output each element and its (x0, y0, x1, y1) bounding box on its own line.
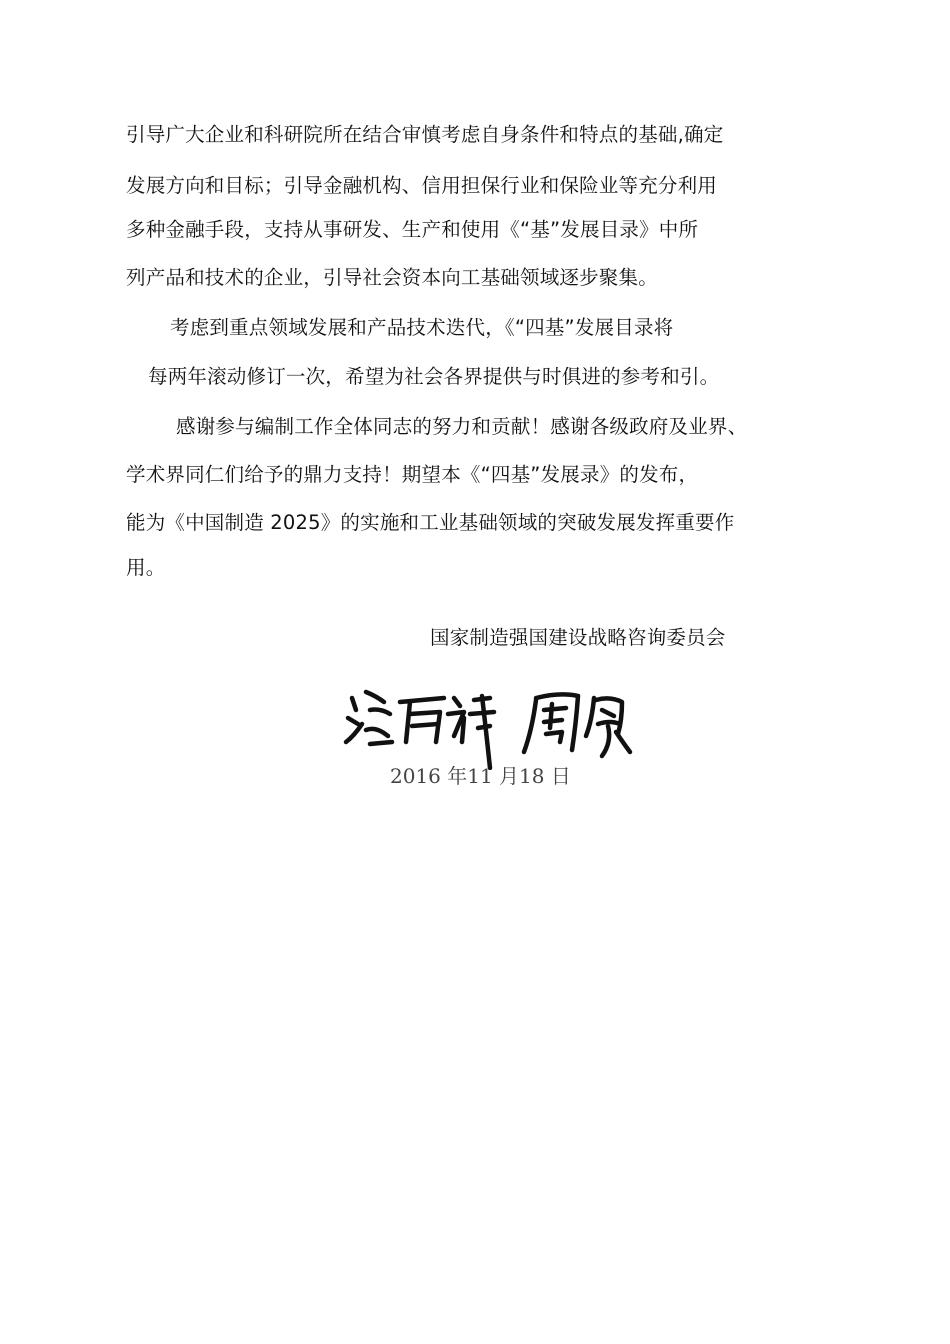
signature-1 (346, 692, 494, 768)
paragraph-1-line-1: 引导广大企业和科研院所在结合审慎考虑自身条件和特点的基础,确定 (126, 123, 724, 146)
paragraph-1-line-3: 多种金融手段，支持从事研发、生产和使用《“基”发展目录》中所 (126, 218, 699, 241)
sign-date: 2016 年11 月18 日 (390, 764, 571, 788)
paragraph-2-line-2: 每两年滚动修订一次，希望为社会各界提供与时俱进的参考和引。 (148, 365, 720, 388)
paragraph-2-line-1: 考虑到重点领域发展和产品技术迭代，《“四基”发展目录将 (170, 316, 674, 339)
paragraph-3-line-4: 用。 (126, 556, 166, 579)
paragraph-3-line-1: 感谢参与编制工作全体同志的努力和贡献！感谢各级政府及业界、 (176, 415, 748, 438)
paragraph-1-line-2: 发展方向和目标；引导金融机构、信用担保行业和保险业等充分利用 (126, 174, 718, 197)
signature-2 (524, 694, 630, 756)
paragraph-3-line-3: 能为《中国制造 2025》的实施和工业基础领域的突破发展发挥重要作 (126, 511, 735, 534)
paragraph-3-line-2: 学术界同仁们给予的鼎力支持！期望本《“四基”发展录》的发布， (126, 463, 699, 486)
handwritten-signature (340, 680, 640, 770)
committee-name: 国家制造强国建设战略咨询委员会 (430, 626, 726, 649)
paragraph-1-line-4: 列产品和技术的企业，引导社会资本向工基础领域逐步聚集。 (126, 266, 658, 289)
